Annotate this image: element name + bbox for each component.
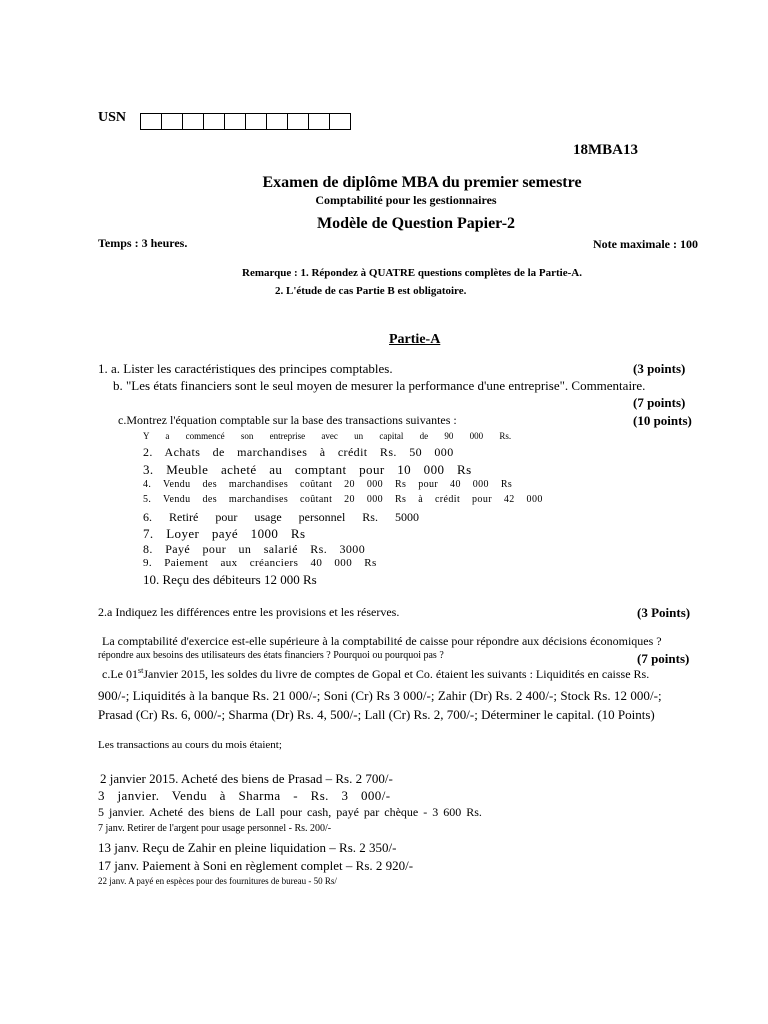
transaction-item: 2 janvier 2015. Acheté des biens de Prasad – Rs. 2 700/- <box>100 771 393 786</box>
usn-box <box>203 113 225 130</box>
usn-box <box>266 113 288 130</box>
q1c-text: c.Montrez l'équation comptable sur la base des transactions suivantes : <box>118 413 457 427</box>
q1c-item: 4. Vendu des marchandises coûtant 20 000 Rs pour 40 000 Rs <box>143 479 513 490</box>
section-title: Partie-A <box>389 332 441 347</box>
usn-box <box>287 113 309 130</box>
transaction-item: 22 janv. A payé en espèces pour des fournitures de bureau - 50 Rs/ <box>98 876 337 886</box>
q2c-line-1 <box>102 666 649 682</box>
q1a-text: 1. a. Lister les caractéristiques des principes comptables. <box>98 361 393 376</box>
usn-box <box>224 113 246 130</box>
q2c-line-3: Prasad (Cr) Rs. 6, 000/-; Sharma (Dr) Rs. 4, 500/-; Lall (Cr) Rs. 2, 700/-; Déterminer le capital. (10 Points) <box>98 707 655 722</box>
q2a-points: (3 Points) <box>637 605 691 620</box>
q1b-text: b. "Les états financiers sont le seul moyen de mesurer la performance d'une entreprise". Commentaire. <box>113 378 646 393</box>
usn-box <box>161 113 183 130</box>
q1a-points: (3 points) <box>633 361 686 376</box>
course-code: 18MBA13 <box>573 142 638 158</box>
usn-box <box>182 113 204 130</box>
usn-box <box>140 113 162 130</box>
q1c-item: Y a commencé son entreprise avec un capital de 90 000 Rs. <box>143 431 512 441</box>
usn-box <box>329 113 351 130</box>
transaction-item: 5 janvier. Acheté des biens de Lall pour cash, payé par chèque - 3 600 Rs. <box>98 805 482 819</box>
q2c-rest: Janvier 2015, les soldes du livre de comptes de Gopal et Co. étaient les suivants : Liquidités en caisse Rs. <box>143 667 650 681</box>
exam-subtitle: Comptabilité pour les gestionnaires <box>315 193 497 207</box>
max-marks: Note maximale : 100 <box>593 237 698 251</box>
q2b-line-2: répondre aux besoins des utilisateurs des états financiers ? Pourquoi ou pourquoi pas ? <box>98 650 444 661</box>
q1b-points: (7 points) <box>633 395 686 410</box>
paper-title: Modèle de Question Papier-2 <box>316 215 516 232</box>
transaction-item: 13 janv. Reçu de Zahir en pleine liquidation – Rs. 2 350/- <box>98 840 397 855</box>
q1c-item: 2. Achats de marchandises à crédit Rs. 50 000 <box>143 445 454 459</box>
q1c-item: 7. Loyer payé 1000 Rs <box>143 526 306 541</box>
q1c-points: (10 points) <box>633 413 692 428</box>
remark-2: 2. L'étude de cas Partie B est obligatoire. <box>275 285 467 297</box>
q1c-item: 5. Vendu des marchandises coûtant 20 000 Rs à crédit pour 42 000 <box>143 494 543 505</box>
transaction-item: 17 janv. Paiement à Soni en règlement complet – Rs. 2 920/- <box>98 858 414 873</box>
q2c-sup: st <box>137 666 144 675</box>
q1c-item: 8. Payé pour un salarié Rs. 3000 <box>143 542 366 556</box>
exam-title: Examen de diplôme MBA du premier semestre <box>262 174 582 191</box>
q2a-text: 2.a Indiquez les différences entre les provisions et les réserves. <box>98 605 400 619</box>
transaction-item: 7 janv. Retirer de l'argent pour usage personnel - Rs. 200/- <box>98 823 332 834</box>
exam-duration: Temps : 3 heures. <box>98 236 188 250</box>
usn-box <box>308 113 330 130</box>
transactions-intro: Les transactions au cours du mois étaient; <box>98 739 282 751</box>
q1c-item: 6. Retiré pour usage personnel Rs. 5000 <box>143 510 419 524</box>
q2c-line-2: 900/-; Liquidités à la banque Rs. 21 000/-; Soni (Cr) Rs 3 000/-; Zahir (Dr) Rs. 2 400/-; Stock Rs. 12 000/-; <box>98 688 662 703</box>
q1c-item: 9. Paiement aux créanciers 40 000 Rs <box>143 557 377 569</box>
q2b-points: (7 points) <box>637 651 690 666</box>
q1c-item: 3. Meuble acheté au comptant pour 10 000 Rs <box>143 462 472 477</box>
remark-1: Remarque : 1. Répondez à QUATRE questions complètes de la Partie-A. <box>242 267 582 279</box>
q2b-line-1: La comptabilité d'exercice est-elle supérieure à la comptabilité de caisse pour répondre aux décisions économiques ? <box>102 634 662 648</box>
usn-label: USN <box>98 110 127 125</box>
usn-box <box>245 113 267 130</box>
usn-boxes <box>141 113 351 130</box>
transaction-item: 3 janvier. Vendu à Sharma - Rs. 3 000/- <box>98 788 391 803</box>
q2c-prefix: c.Le 01 <box>102 667 138 681</box>
q1c-item: 10. Reçu des débiteurs 12 000 Rs <box>143 572 317 587</box>
